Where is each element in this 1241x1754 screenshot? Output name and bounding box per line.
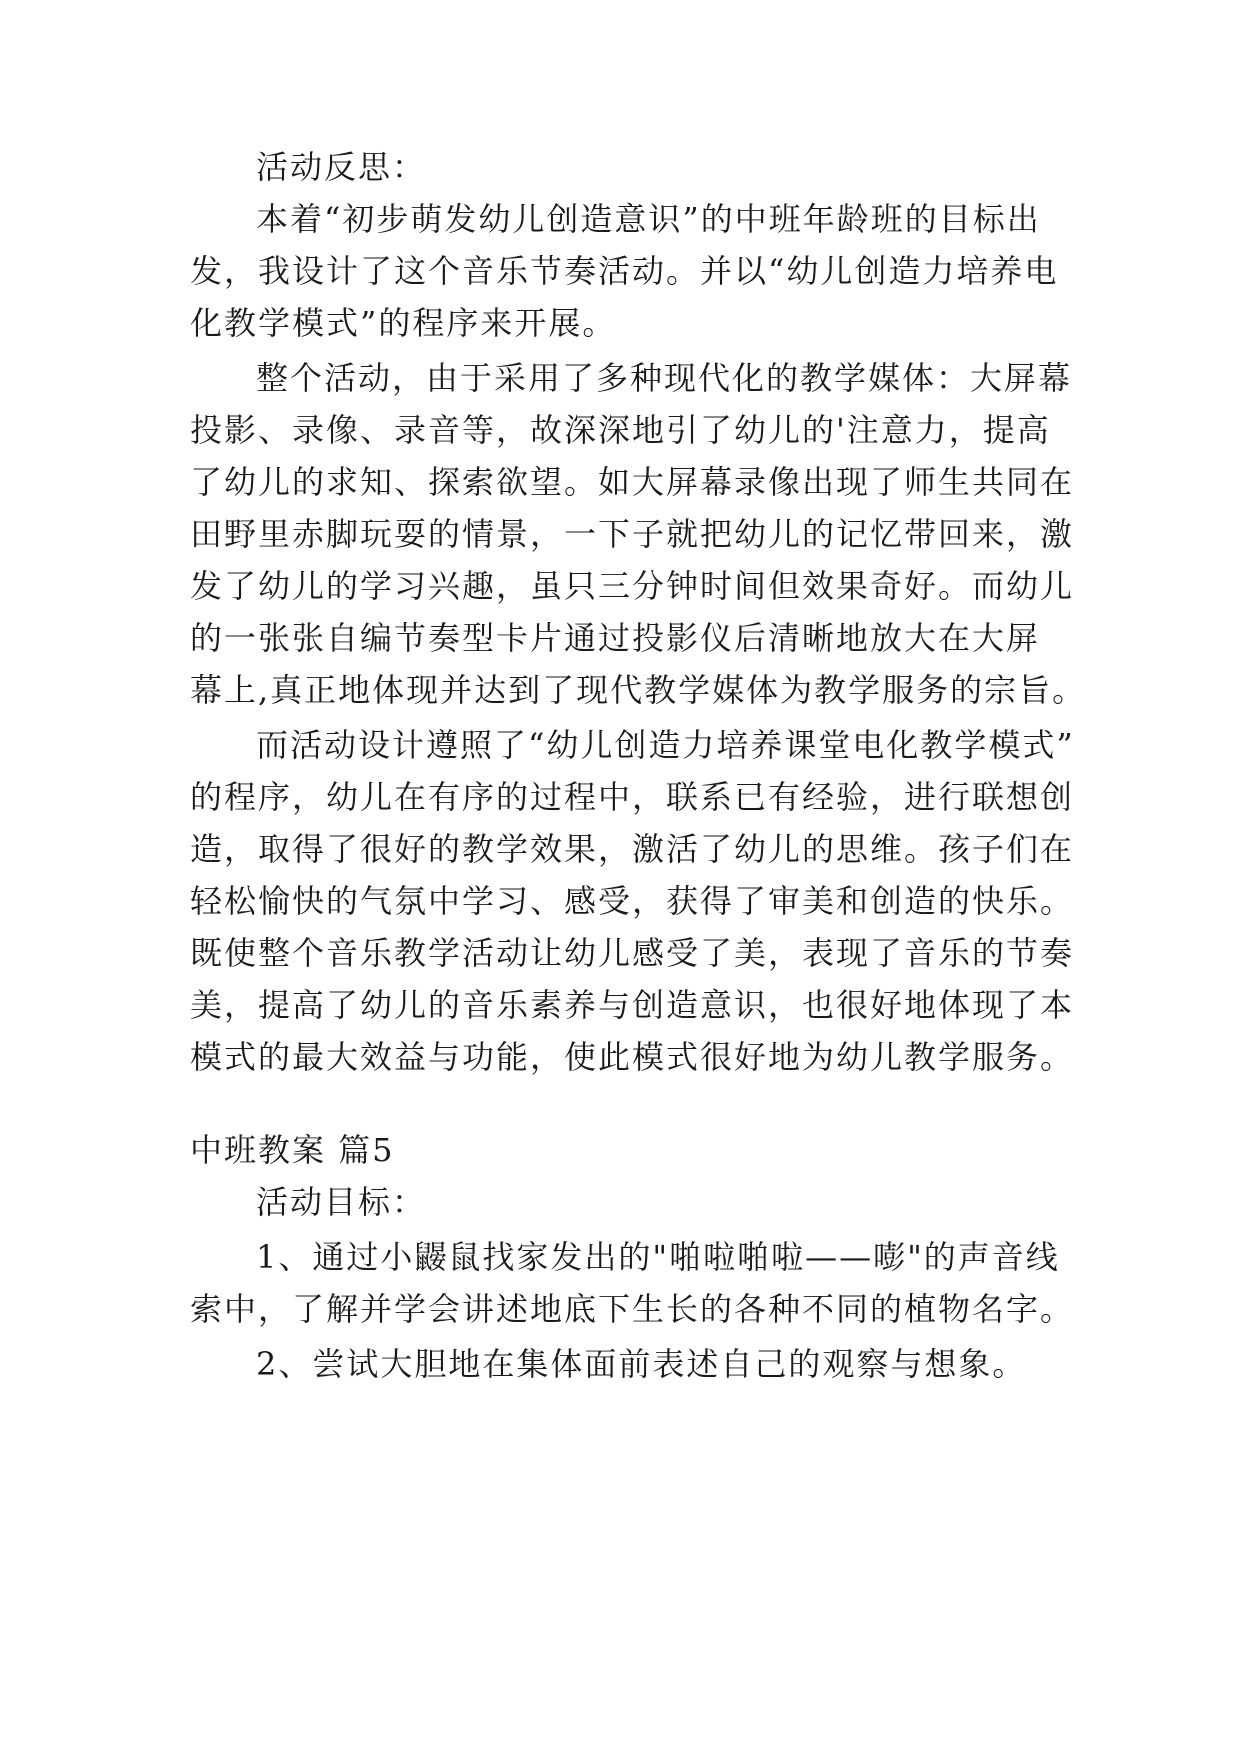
goal-line: 2、尝试大胆地在集体面前表述自己的观察与想象。 — [256, 1345, 1027, 1383]
section-label-reflection: 活动反思： — [256, 148, 427, 186]
paragraph-line: 的程序，幼儿在有序的过程中，联系已有经验，进行联想创 — [190, 778, 1075, 816]
paragraph-line: 既使整个音乐教学活动让幼儿感受了美，表现了音乐的节奏 — [190, 934, 1075, 972]
section-label-goals: 活动目标： — [256, 1183, 427, 1221]
paragraph-line: 化教学模式”的程序来开展。 — [190, 304, 617, 342]
paragraph-line: 了幼儿的求知、探索欲望。如大屏幕录像出现了师生共同在 — [190, 463, 1075, 501]
paragraph-line: 发，我设计了这个音乐节奏活动。并以“幼儿创造力培养电 — [190, 252, 1059, 290]
paragraph-line: 本着“初步萌发幼儿创造意识”的中班年龄班的目标出 — [256, 200, 1041, 238]
paragraph-line: 模式的最大效益与功能，使此模式很好地为幼儿教学服务。 — [190, 1038, 1075, 1076]
paragraph-line: 投影、录像、录音等，故深深地引了幼儿的'注意力，提高 — [190, 411, 1051, 449]
section-title: 中班教案 篇5 — [190, 1131, 395, 1169]
paragraph-line: 整个活动，由于采用了多种现代化的教学媒体：大屏幕 — [256, 359, 1073, 397]
paragraph-line: 而活动设计遵照了“幼儿创造力培养课堂电化教学模式” — [256, 726, 1075, 764]
paragraph-line: 田野里赤脚玩耍的情景，一下子就把幼儿的记忆带回来，激 — [190, 515, 1075, 553]
paragraph-line: 造，取得了很好的教学效果，激活了幼儿的思维。孩子们在 — [190, 830, 1075, 868]
paragraph-line: 的一张张自编节奏型卡片通过投影仪后清晰地放大在大屏 — [190, 619, 1041, 657]
goal-line: 索中，了解并学会讲述地底下生长的各种不同的植物名字。 — [190, 1290, 1075, 1328]
paragraph-line: 轻松愉快的气氛中学习、感受，获得了审美和创造的快乐。 — [190, 882, 1075, 920]
paragraph-line: 美，提高了幼儿的音乐素养与创造意识，也很好地体现了本 — [190, 986, 1075, 1024]
paragraph-line: 幕上,真正地体现并达到了现代教学媒体为教学服务的宗旨。 — [190, 671, 1087, 709]
paragraph-line: 发了幼儿的学习兴趣，虽只三分钟时间但效果奇好。而幼儿 — [190, 567, 1075, 605]
goal-line: 1、通过小鼹鼠找家发出的"啪啦啪啦——嘭"的声音线 — [256, 1238, 1060, 1276]
